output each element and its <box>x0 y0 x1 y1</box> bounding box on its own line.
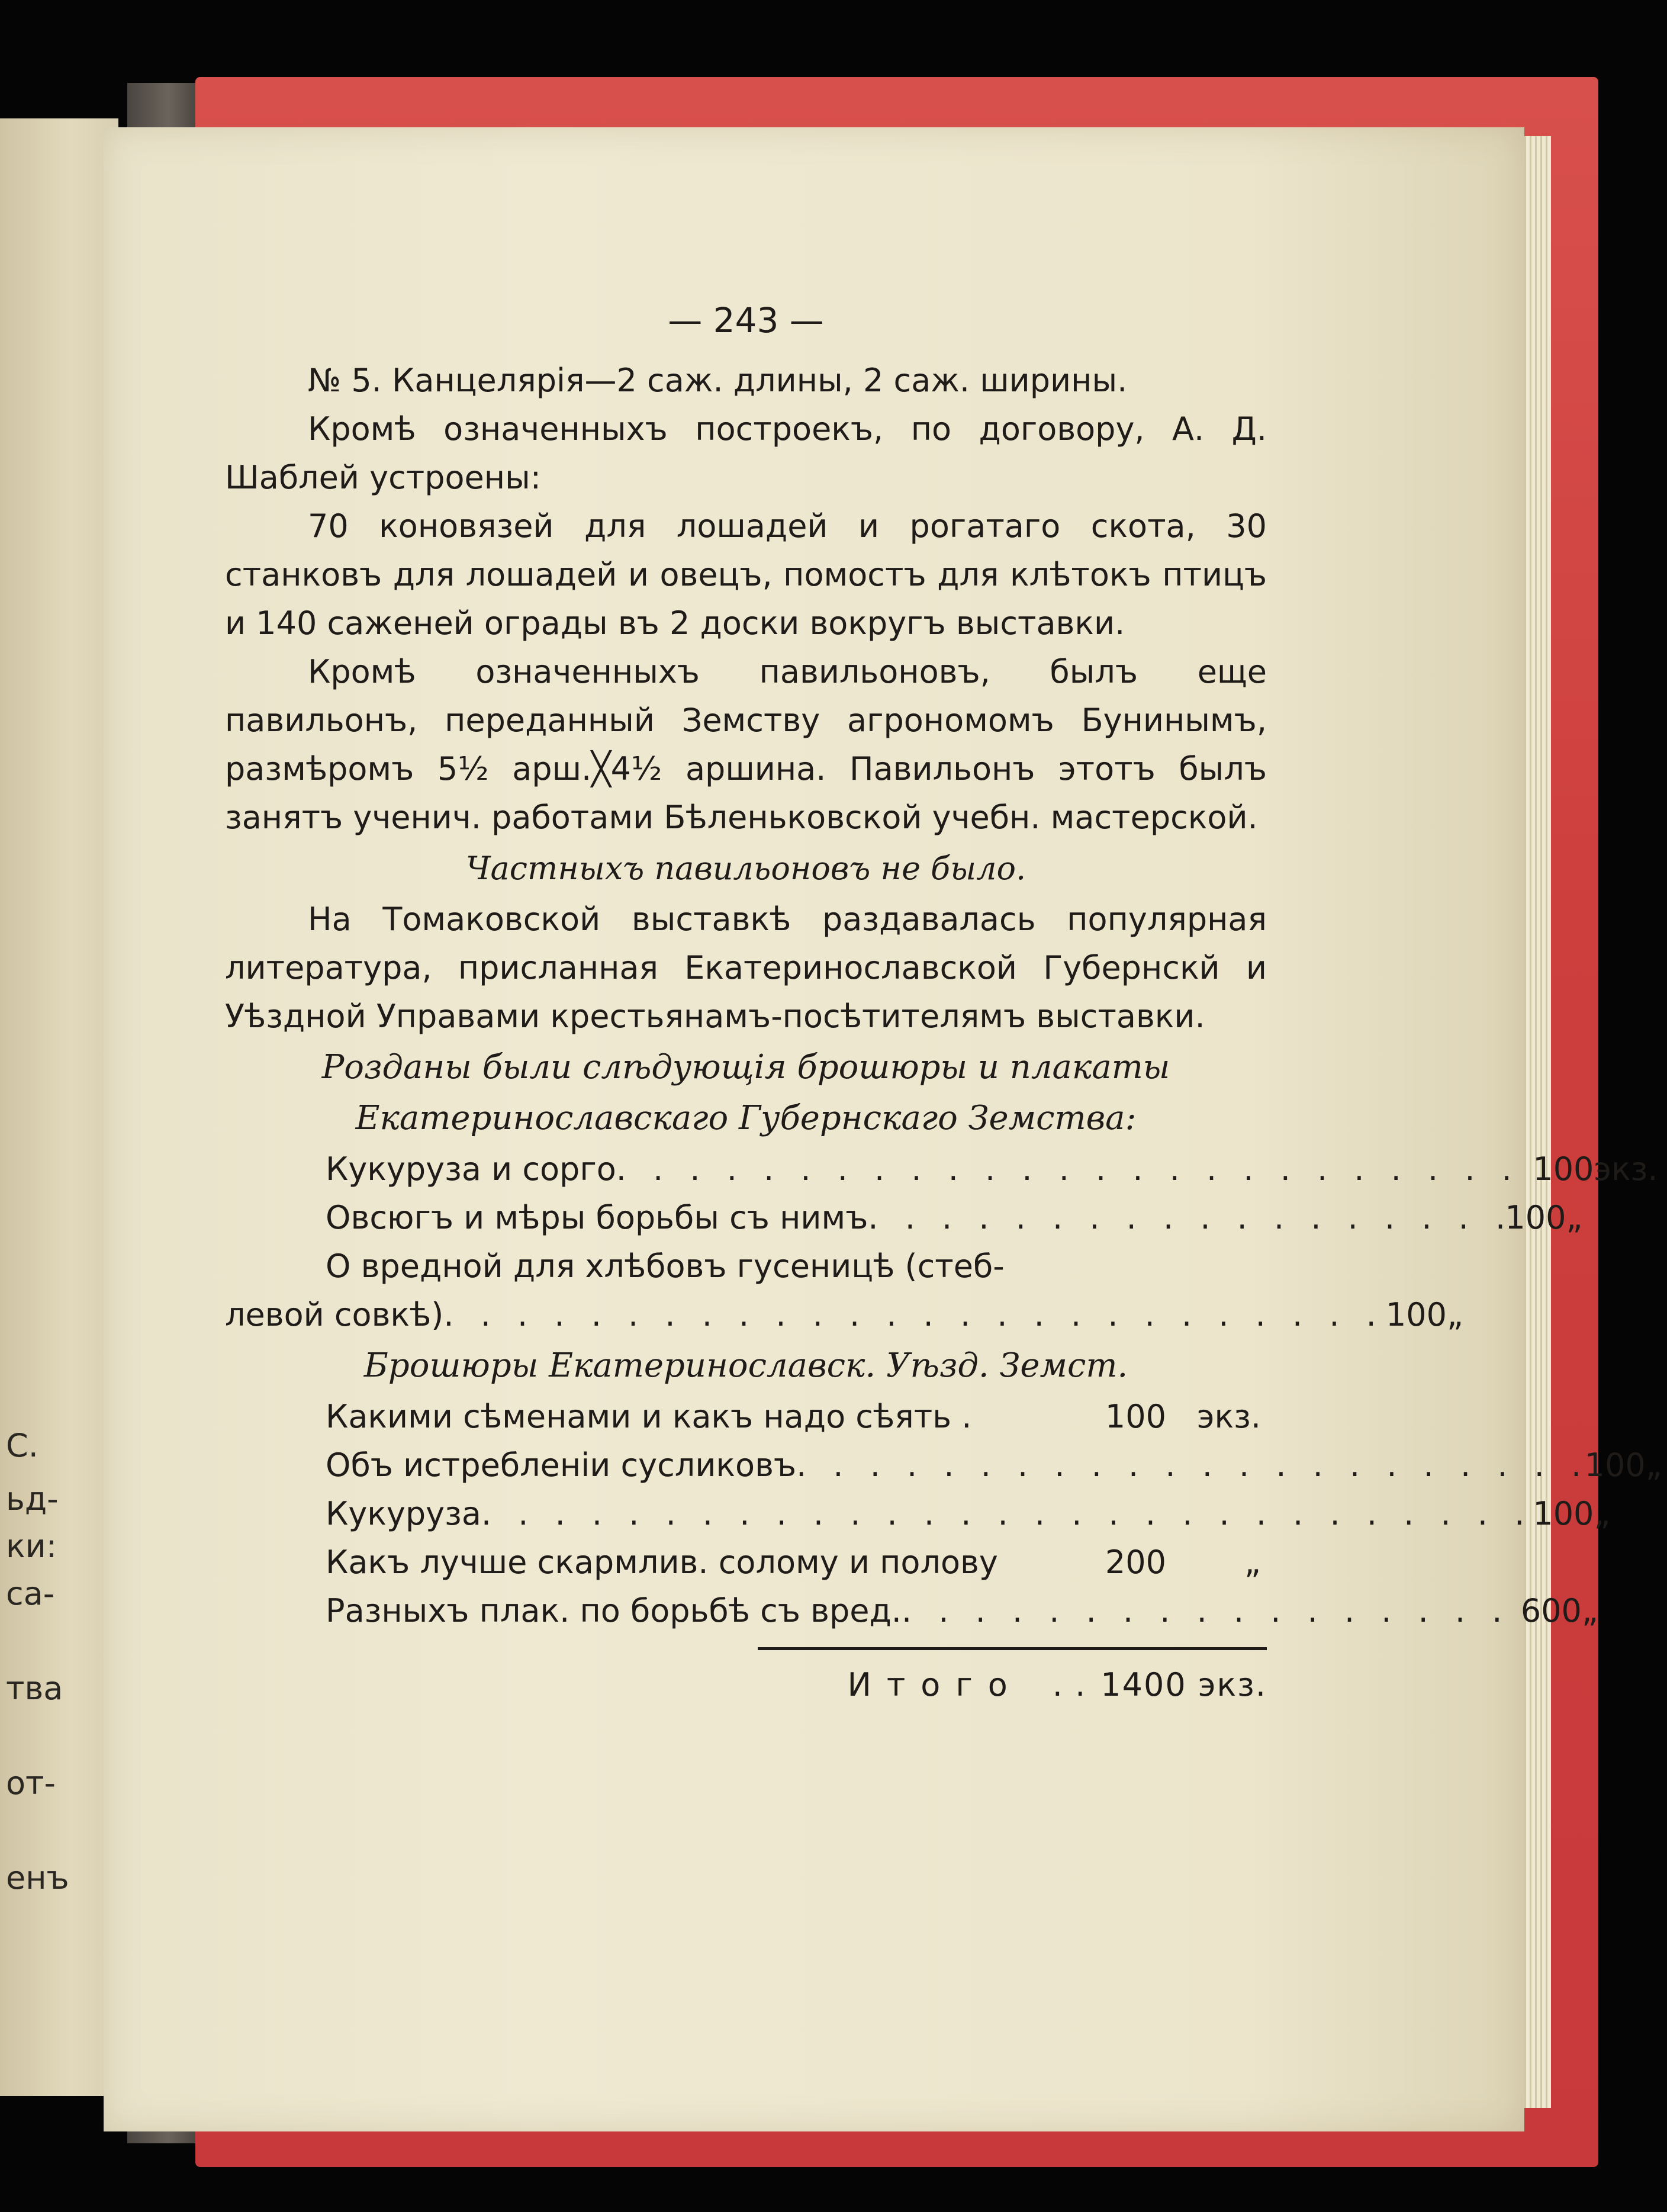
item-title: Овсюгъ и мѣры борьбы съ нимъ <box>326 1199 868 1236</box>
page-number: — 243 — <box>668 300 824 340</box>
section-heading: Частныхъ павильоновъ не было. <box>465 850 1026 887</box>
item-count: 100 <box>1505 1199 1566 1236</box>
item-count: 100 <box>1533 1495 1594 1532</box>
total-value: 1400 экз. <box>1100 1666 1267 1703</box>
previous-page-edge <box>0 118 118 2096</box>
item-title: О вредной для хлѣбовъ гусеницѣ (стеб- <box>326 1248 1005 1285</box>
page-text <box>225 296 1662 1709</box>
item-unit: „ <box>1566 1199 1583 1236</box>
list-item <box>225 1194 1583 1242</box>
list-item <box>225 1490 1611 1538</box>
left-page-fragment: са- <box>6 1575 55 1612</box>
item-title: левой совкѣ) <box>225 1296 444 1333</box>
item-title: Какими сѣменами и какъ надо сѣять . <box>326 1398 972 1435</box>
paragraph: Кромѣ означенныхъ павильоновъ, былъ еще павильонъ, переданный Земству агрономомъ Бунинымъ, размѣромъ 5½ арш.╳4½ аршина. Павильонъ этотъ былъ занятъ ученич. работами Бѣленьковской учебн. мастерской. <box>225 653 1267 836</box>
section-heading: Розданы были слѣдующія брошюры и плакаты <box>321 1048 1170 1086</box>
item-unit: „ <box>1581 1592 1598 1629</box>
list-item <box>225 1393 1267 1441</box>
paragraph: Кромѣ означенныхъ построекъ, по договору, А. Д. Шаблей устроены: <box>225 410 1267 496</box>
item-unit: экз. <box>1594 1150 1658 1188</box>
item-unit: „ <box>1594 1495 1611 1532</box>
paragraph: 70 коновязей для лошадей и рогатаго скота, 30 станковъ для лошадей и овецъ, помостъ для клѣтокъ птицъ и 140 саженей ограды въ 2 доски вокругъ выставки. <box>225 507 1267 642</box>
list-item <box>225 1587 1598 1635</box>
list-item <box>225 1291 1463 1339</box>
left-page-fragment: от- <box>6 1764 56 1802</box>
item-title: Кукуруза <box>326 1495 481 1532</box>
total-label: Итого <box>847 1666 1023 1703</box>
leader-dots <box>443 1291 1386 1339</box>
list-item <box>225 1441 1662 1490</box>
left-page-fragment: С. <box>6 1427 38 1464</box>
leader-dots <box>616 1145 1533 1194</box>
item-unit: „ <box>1447 1296 1463 1333</box>
section-heading: Екатеринославскаго Губернскаго Земства: <box>355 1099 1137 1137</box>
left-page-fragment: ки: <box>6 1528 57 1565</box>
item-count: 200 <box>1105 1544 1166 1581</box>
item-unit: экз. <box>1196 1398 1261 1435</box>
item-title: Объ истребленіи сусликовъ <box>326 1446 797 1484</box>
paragraph: № 5. Канцелярія—2 саж. длины, 2 саж. ширины. <box>308 362 1128 399</box>
item-title: Кукуруза и сорго <box>326 1150 616 1188</box>
leader-dots <box>481 1490 1533 1538</box>
item-count: 100 <box>1584 1446 1646 1484</box>
list-item <box>225 1145 1658 1194</box>
leader-dots <box>796 1441 1585 1490</box>
list-item <box>225 1538 1267 1587</box>
item-count: 100 <box>1105 1398 1166 1435</box>
leader-dots <box>868 1194 1505 1242</box>
section-heading: Брошюры Екатеринославск. Уѣзд. Земст. <box>363 1346 1128 1385</box>
item-unit: „ <box>1244 1544 1261 1581</box>
paragraph: На Томаковской выставкѣ раздавалась популярная литература, присланная Екатеринославской Губернскй и Уѣздной Управами крестьянамъ-посѣтителямъ выставки. <box>225 901 1267 1035</box>
left-page-fragment: енъ <box>6 1859 69 1896</box>
item-unit: „ <box>1645 1446 1662 1484</box>
list-item-wrapped <box>225 1242 1267 1291</box>
item-title: Разныхъ плак. по борьбѣ съ вред. <box>326 1592 902 1629</box>
leader-dots <box>902 1587 1521 1635</box>
total-dots: . . <box>1052 1666 1087 1703</box>
item-count: 100 <box>1533 1150 1594 1188</box>
item-count: 100 <box>1385 1296 1447 1333</box>
total-row <box>225 1661 1267 1709</box>
left-page-fragment: ьд- <box>6 1480 59 1517</box>
left-page-fragment: тва <box>6 1670 63 1707</box>
total-rule <box>758 1647 1267 1650</box>
item-title: Какъ лучше скармлив. солому и полову <box>326 1544 998 1581</box>
item-count: 600 <box>1520 1592 1582 1629</box>
